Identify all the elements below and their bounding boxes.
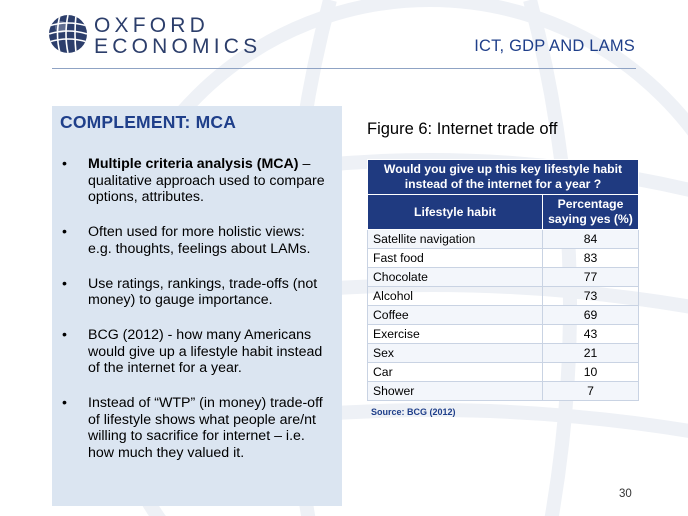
bullet-dot: • (62, 275, 67, 292)
table-row (368, 249, 639, 268)
bullet-text: Instead of “WTP” (in money) trade-off of lifestyle shows what people are/nt willing to sacrifice for internet – i.e. how much they valued it. (88, 395, 323, 461)
habit-cell: Sex (368, 344, 543, 363)
percentage-cell: 73 (543, 287, 639, 306)
source-note: Source: BCG (2012) (371, 407, 456, 417)
habit-cell: Car (368, 363, 543, 382)
logo-text-economics: ECONOMICS (94, 35, 262, 58)
habit-cell: Coffee (368, 306, 543, 325)
habit-cell: Satellite navigation (368, 230, 543, 249)
percentage-cell: 77 (543, 268, 639, 287)
page-number: 30 (619, 488, 632, 500)
table-row (368, 287, 639, 306)
habit-cell: Chocolate (368, 268, 543, 287)
habit-cell: Fast food (368, 249, 543, 268)
table-row (368, 306, 639, 325)
header-divider (52, 68, 636, 69)
bullet-text: BCG (2012) - how many Americans would give up a lifestyle habit instead of the internet for a year. (88, 327, 323, 376)
table-question-header: Would you give up this key lifestyle habit instead of the internet for a year ? (368, 160, 639, 195)
oxford-economics-logo (48, 14, 262, 60)
column-header-habit: Lifestyle habit (368, 195, 543, 230)
bullet-list (60, 156, 332, 480)
bullet-dot: • (62, 156, 67, 172)
bullet-dot: • (62, 327, 67, 343)
figure-title: Figure 6: Internet trade off (367, 120, 558, 138)
slide-header-title: ICT, GDP AND LAMS (474, 37, 635, 55)
bullet-text: – qualitative approach used to compare options, attributes. (88, 156, 325, 205)
bullet-item (60, 276, 332, 309)
table-row (368, 382, 639, 401)
bullet-bold-text: Multiple criteria analysis (MCA) (88, 156, 299, 172)
column-header-percentage: Percentage saying yes (%) (543, 195, 639, 230)
lifestyle-tradeoff-table (367, 159, 639, 401)
habit-cell: Exercise (368, 325, 543, 344)
globe-logo-icon (48, 14, 88, 54)
bullet-dot: • (62, 395, 67, 411)
bullet-item (60, 395, 332, 461)
percentage-cell: 83 (543, 249, 639, 268)
habit-cell: Alcohol (368, 287, 543, 306)
panel-title: COMPLEMENT: MCA (60, 112, 237, 132)
percentage-cell: 7 (543, 382, 639, 401)
table-row (368, 325, 639, 344)
habit-cell: Shower (368, 382, 543, 401)
bullet-item (60, 327, 332, 377)
percentage-cell: 69 (543, 306, 639, 325)
left-text-panel (52, 106, 342, 506)
percentage-cell: 21 (543, 344, 639, 363)
percentage-cell: 10 (543, 363, 639, 382)
table-row (368, 363, 639, 382)
logo-text-oxford: OXFORD (94, 14, 210, 37)
bullet-text: Often used for more holistic views: e.g. thoughts, feelings about LAMs. (88, 224, 311, 257)
percentage-cell: 43 (543, 325, 639, 344)
bullet-item (60, 156, 332, 206)
bullet-dot: • (62, 224, 67, 240)
table-row (368, 344, 639, 363)
table-row (368, 268, 639, 287)
bullet-item (60, 224, 332, 257)
percentage-cell: 84 (543, 230, 639, 249)
table-row (368, 230, 639, 249)
bullet-text: Use ratings, rankings, trade-offs (not money) to gauge importance. (88, 275, 318, 308)
